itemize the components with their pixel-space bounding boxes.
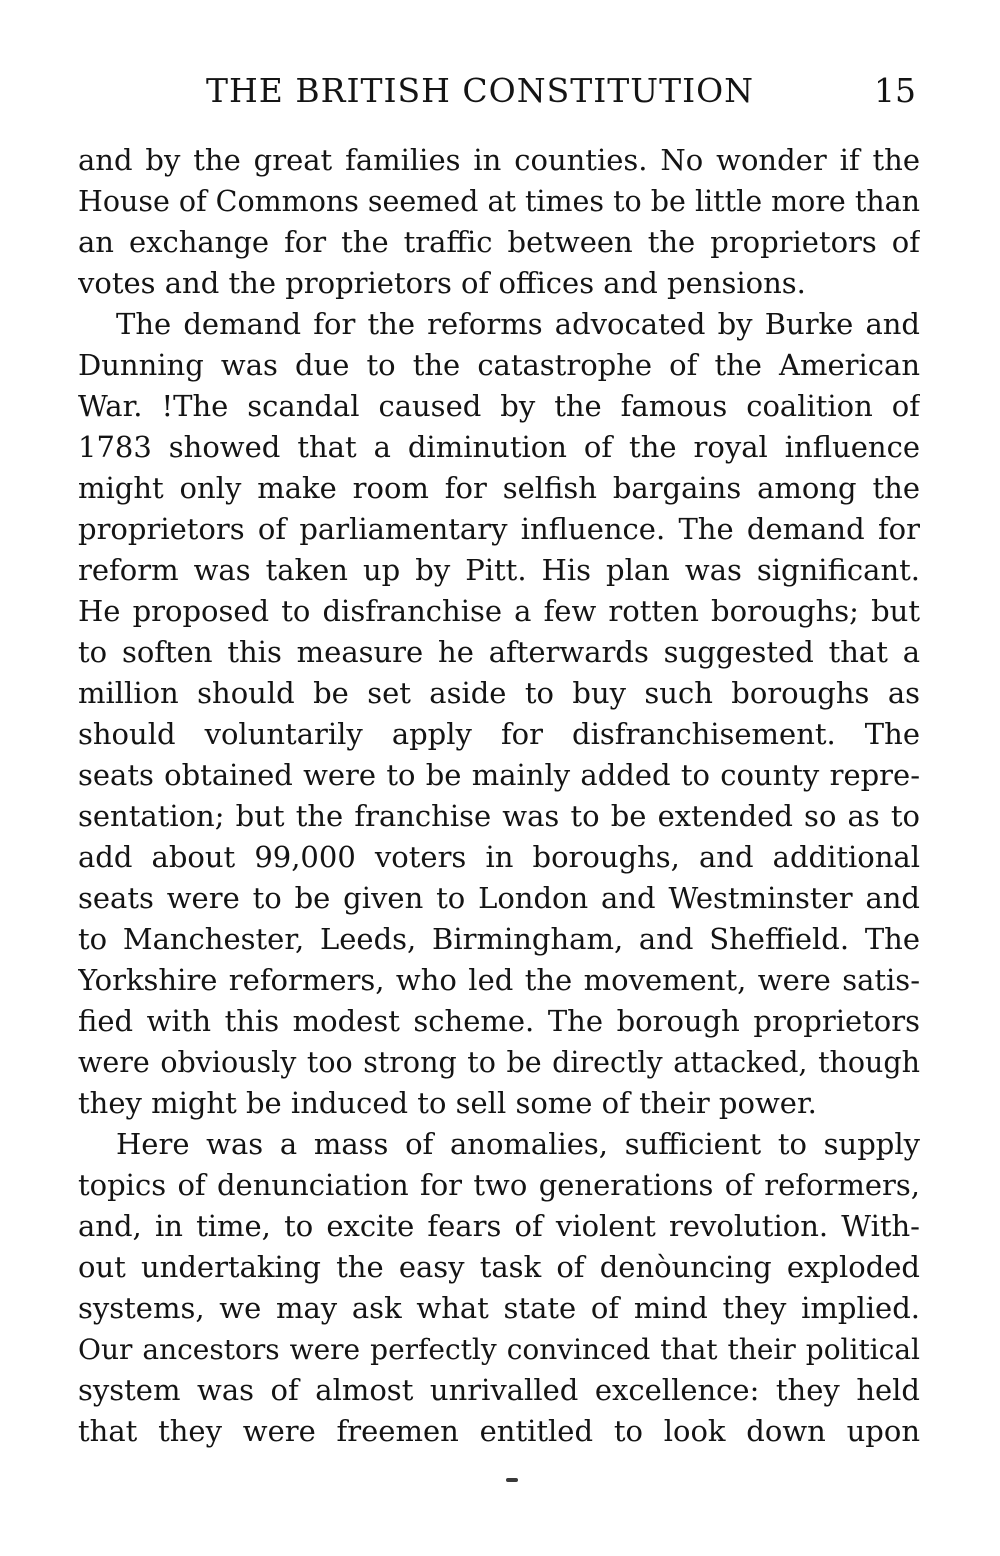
body-text bbox=[78, 140, 920, 1452]
text-line: reform was taken up by Pitt. His plan was significant. bbox=[78, 553, 920, 587]
text-line: sentation; but the franchise was to be extended so as to bbox=[78, 799, 920, 833]
text-line: to Manchester, Leeds, Birmingham, and Sheffield. The bbox=[78, 922, 920, 956]
paragraph-2 bbox=[78, 304, 920, 1124]
text-line: might only make room for selfish bargains among the bbox=[78, 471, 920, 505]
paragraph-3 bbox=[78, 1124, 920, 1452]
text-line: seats were to be given to London and Westminster and bbox=[78, 881, 920, 915]
text-line: topics of denunciation for two generations of reformers, bbox=[78, 1168, 920, 1202]
page-number: 15 bbox=[874, 71, 916, 110]
text-line: and by the great families in counties. No wonder if the bbox=[78, 143, 920, 177]
text-line: Yorkshire reformers, who led the movement, were satis- bbox=[78, 963, 920, 997]
text-line: and, in time, to excite fears of violent revolution. With- bbox=[78, 1209, 920, 1243]
text-line: system was of almost unrivalled excellence: they held bbox=[78, 1373, 920, 1407]
text-line: War. !The scandal caused by the famous coalition of bbox=[78, 389, 920, 423]
text-line: Here was a mass of anomalies, sufficient to supply bbox=[116, 1127, 920, 1161]
printer-mark bbox=[506, 1478, 518, 1482]
text-line: Our ancestors were perfectly convinced that their political bbox=[78, 1333, 920, 1366]
text-line: should voluntarily apply for disfranchisement. The bbox=[78, 717, 920, 751]
paragraph-1 bbox=[78, 140, 920, 304]
text-line: House of Commons seemed at times to be little more than bbox=[78, 185, 920, 218]
text-line: add about 99,000 voters in boroughs, and additional bbox=[78, 840, 920, 874]
running-head bbox=[78, 66, 920, 116]
text-line: were obviously too strong to be directly attacked, though bbox=[78, 1046, 920, 1079]
text-line: 1783 showed that a diminution of the royal influence bbox=[78, 430, 920, 464]
text-line: out undertaking the easy task of denòuncing exploded bbox=[78, 1250, 920, 1284]
running-title: THE BRITISH CONSTITUTION bbox=[206, 71, 755, 110]
text-line: an exchange for the traffic between the proprietors of bbox=[78, 225, 920, 259]
text-line: to soften this measure he afterwards suggested that a bbox=[78, 635, 920, 669]
text-line: million should be set aside to buy such boroughs as bbox=[78, 676, 920, 710]
text-line: fied with this modest scheme. The borough proprietors bbox=[78, 1004, 920, 1038]
text-line: seats obtained were to be mainly added to county repre- bbox=[78, 758, 920, 792]
text-line: systems, we may ask what state of mind they implied. bbox=[78, 1291, 920, 1325]
text-line: votes and the proprietors of offices and pensions. bbox=[78, 266, 806, 300]
text-line: Dunning was due to the catastrophe of the American bbox=[78, 348, 920, 382]
text-line: proprietors of parliamentary influence. The demand for bbox=[78, 512, 920, 546]
text-line: He proposed to disfranchise a few rotten boroughs; but bbox=[78, 594, 920, 628]
text-line: they might be induced to sell some of their power. bbox=[78, 1086, 817, 1120]
text-line: that they were freemen entitled to look down upon bbox=[78, 1414, 920, 1448]
text-line: The demand for the reforms advocated by Burke and bbox=[116, 307, 920, 341]
